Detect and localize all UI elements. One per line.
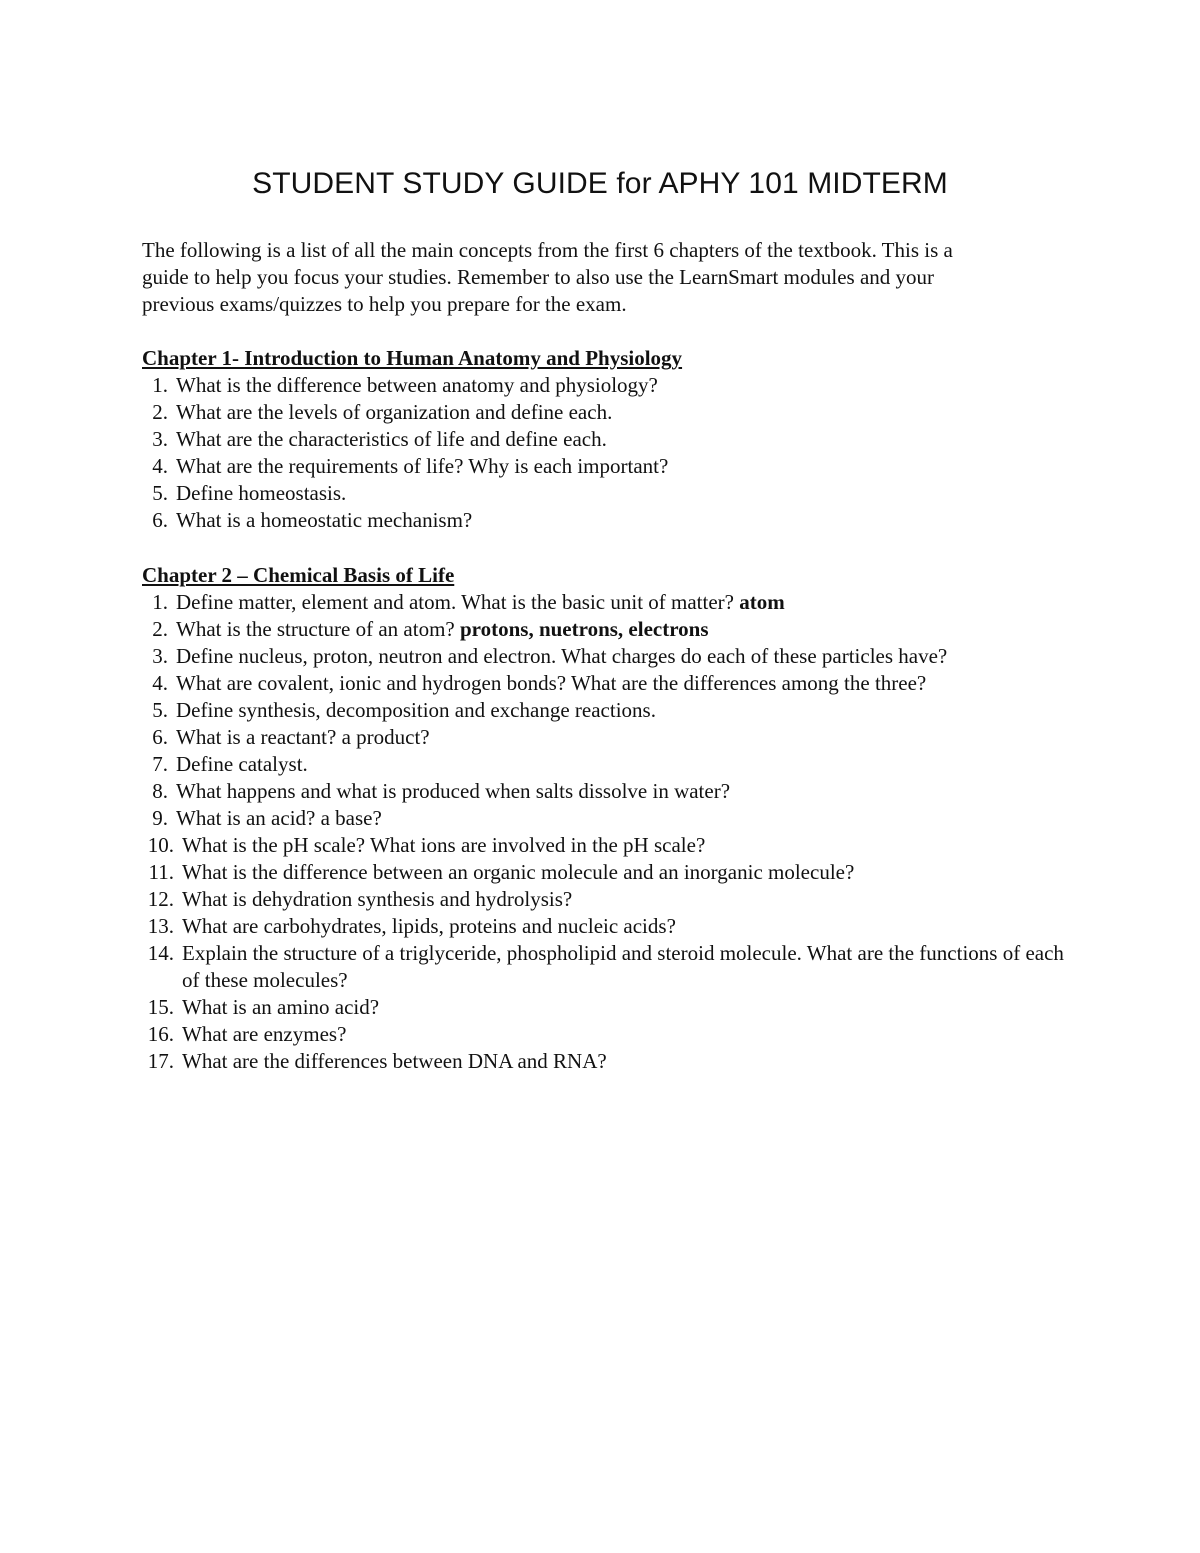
- question-item: [142, 453, 1082, 480]
- question-number: 1.: [152, 590, 168, 614]
- question-item: [142, 507, 1082, 534]
- question-text: What are carbohydrates, lipids, proteins and nucleic acids?: [182, 914, 676, 938]
- question-text: What is an acid? a base?: [176, 806, 382, 830]
- question-text: Define nucleus, proton, neutron and electron. What charges do each of these particles have?: [176, 644, 948, 668]
- question-number: 5.: [152, 698, 168, 722]
- question-item: [142, 940, 1082, 994]
- question-text: What is dehydration synthesis and hydrolysis?: [182, 887, 573, 911]
- question-item: [142, 886, 1082, 913]
- question-text: What is the pH scale? What ions are involved in the pH scale?: [182, 833, 706, 857]
- question-text: What are enzymes?: [182, 1022, 347, 1046]
- question-item: [142, 805, 1082, 832]
- question-text: What are the levels of organization and define each.: [176, 400, 613, 424]
- question-number: 8.: [152, 779, 168, 803]
- question-number: 3.: [152, 427, 168, 451]
- question-number: 2.: [152, 617, 168, 641]
- question-item: [142, 1048, 1082, 1075]
- question-item: [142, 697, 1082, 724]
- question-number: 14.: [147, 941, 174, 965]
- question-number: 16.: [147, 1022, 174, 1046]
- question-text: What are covalent, ionic and hydrogen bonds? What are the differences among the three?: [176, 671, 927, 695]
- question-text: What is the difference between an organic molecule and an inorganic molecule?: [182, 860, 855, 884]
- question-text: What is the structure of an atom?: [176, 617, 460, 641]
- question-item: [142, 480, 1082, 507]
- question-text: What is the difference between anatomy and physiology?: [176, 373, 658, 397]
- question-text: What are the differences between DNA and RNA?: [182, 1049, 607, 1073]
- question-item: [142, 643, 1082, 670]
- question-number: 4.: [152, 454, 168, 478]
- question-item: [142, 670, 1082, 697]
- question-text: What is a reactant? a product?: [176, 725, 430, 749]
- question-item: [142, 751, 1082, 778]
- question-answer: protons, nuetrons, electrons: [459, 617, 709, 641]
- question-answer: atom: [739, 590, 785, 614]
- question-item: [142, 372, 1082, 399]
- question-text: Define synthesis, decomposition and exchange reactions.: [176, 698, 656, 722]
- question-text: What is a homeostatic mechanism?: [176, 508, 473, 532]
- question-text: What are the characteristics of life and define each.: [176, 427, 607, 451]
- question-item: [142, 1021, 1082, 1048]
- chapter-heading: Chapter 1- Introduction to Human Anatomy and Physiology: [142, 346, 683, 370]
- chapter-1-section: [142, 345, 1082, 534]
- question-number: 17.: [147, 1049, 174, 1073]
- question-number: 2.: [152, 400, 168, 424]
- question-number: 7.: [152, 752, 168, 776]
- question-number: 12.: [147, 887, 174, 911]
- question-text: Define matter, element and atom. What is the basic unit of matter?: [176, 590, 740, 614]
- question-text: What happens and what is produced when salts dissolve in water?: [176, 779, 731, 803]
- question-number: 4.: [152, 671, 168, 695]
- question-item: [142, 724, 1082, 751]
- chapter-2-section: [142, 562, 1082, 1075]
- question-number: 1.: [152, 373, 168, 397]
- question-number: 9.: [152, 806, 168, 830]
- question-number: 3.: [152, 644, 168, 668]
- question-list: [142, 372, 1082, 534]
- chapter-heading: Chapter 2 – Chemical Basis of Life: [142, 563, 455, 587]
- question-item: [142, 832, 1082, 859]
- question-item: [142, 589, 1082, 616]
- question-number: 6.: [152, 725, 168, 749]
- question-item: [142, 994, 1082, 1021]
- intro-line: guide to help you focus your studies. Remember to also use the LearnSmart modules and your: [142, 265, 935, 289]
- question-number: 6.: [152, 508, 168, 532]
- question-text: What are the requirements of life? Why is each important?: [176, 454, 669, 478]
- question-number: 13.: [147, 914, 174, 938]
- question-item: [142, 616, 1082, 643]
- question-number: 10.: [147, 833, 174, 857]
- question-text: Explain the structure of a triglyceride, phospholipid and steroid molecule. What are the functions of each of these molecules?: [182, 941, 1064, 992]
- question-list: [142, 589, 1082, 1075]
- document-title: STUDENT STUDY GUIDE for APHY 101 MIDTERM: [252, 167, 948, 200]
- question-number: 11.: [148, 860, 174, 884]
- question-text: Define catalyst.: [176, 752, 308, 776]
- question-item: [142, 913, 1082, 940]
- question-text: What is an amino acid?: [182, 995, 380, 1019]
- question-item: [142, 778, 1082, 805]
- question-item: [142, 399, 1082, 426]
- question-item: [142, 859, 1082, 886]
- intro-line: previous exams/quizzes to help you prepare for the exam.: [142, 292, 627, 316]
- intro-line: The following is a list of all the main concepts from the first 6 chapters of the textbook. This is a: [142, 238, 953, 262]
- question-number: 5.: [152, 481, 168, 505]
- intro-paragraph: [142, 237, 1072, 318]
- question-text: Define homeostasis.: [176, 481, 347, 505]
- question-item: [142, 426, 1082, 453]
- question-number: 15.: [147, 995, 174, 1019]
